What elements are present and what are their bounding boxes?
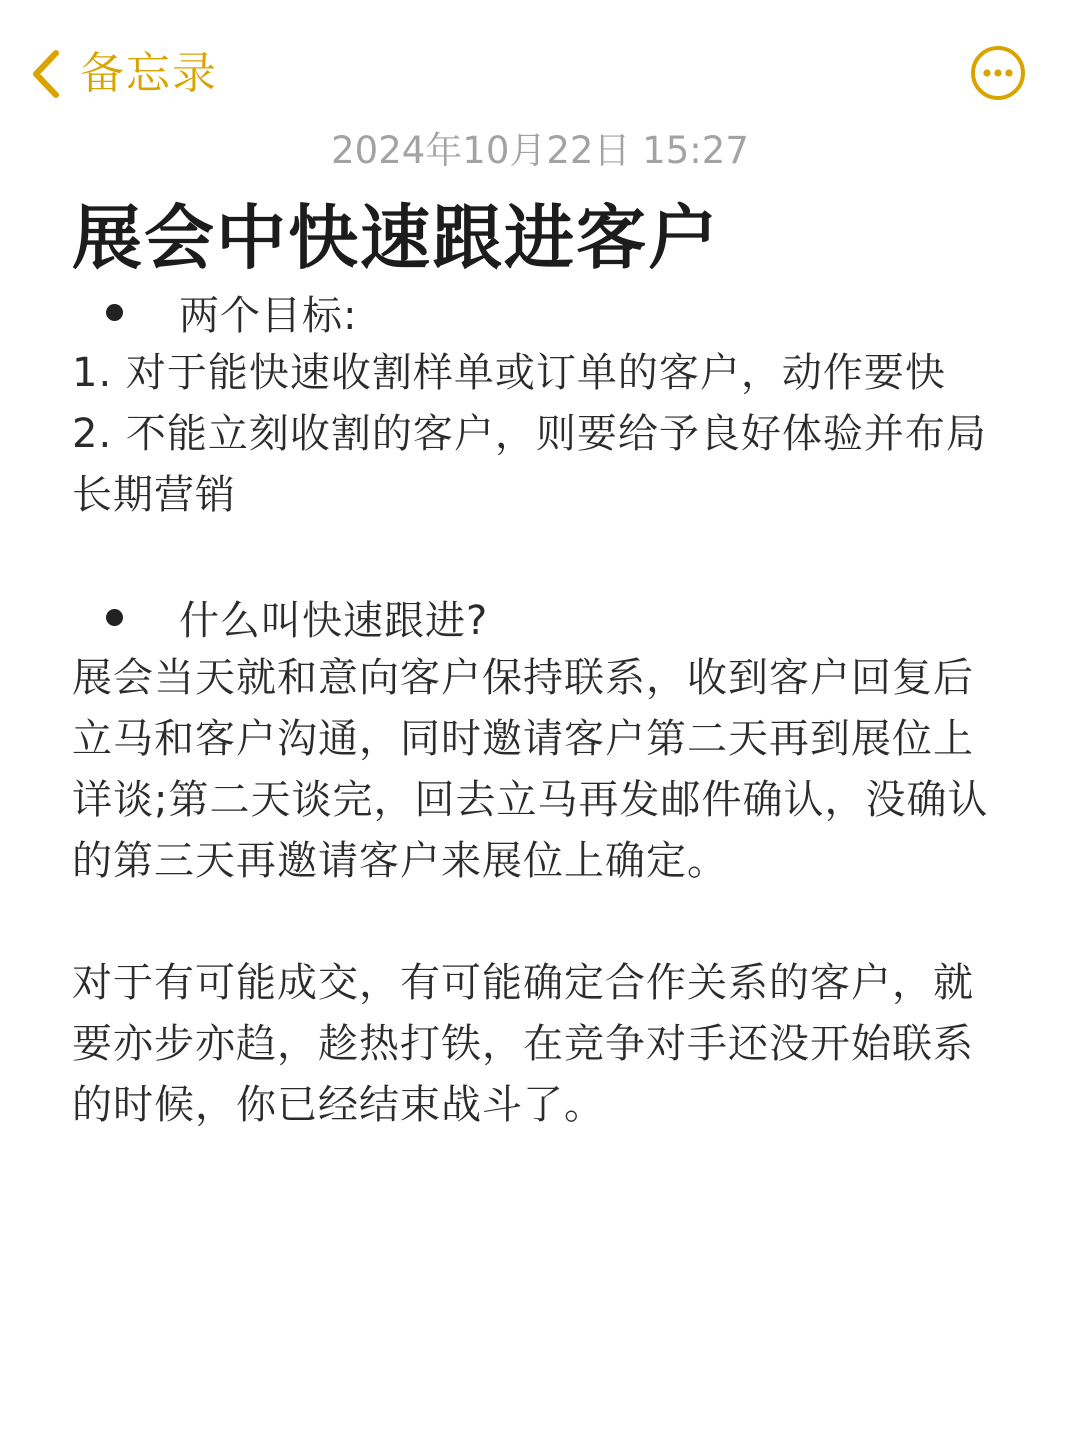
note-title: 展会中快速跟进客户 <box>72 197 720 279</box>
goal-item-1: 1. 对于能快速收割样单或订单的客户，动作要快 <box>72 350 946 396</box>
goal-item-2: 2. 不能立刻收割的客户，则要给予良好体验并布局长期营销 <box>72 411 987 518</box>
bullet-dot <box>106 609 123 626</box>
bullet-item <box>72 282 1002 343</box>
navigation-bar <box>0 0 1080 140</box>
paragraph-follow-up: 展会当天就和意向客户保持联系，收到客户回复后立马和客户沟通，同时邀请客户第二天再到展位上详谈;第二天谈完，回去立马再发邮件确认，没确认的第三天再邀请客户来展位上确定。 <box>72 655 989 884</box>
bullet-text-goals: 两个目标: <box>179 293 358 339</box>
blank-line <box>72 526 1002 587</box>
bullet-item <box>72 587 1002 648</box>
back-button[interactable] <box>30 44 218 104</box>
chevron-left-icon <box>30 49 62 99</box>
more-options-icon <box>970 45 1026 101</box>
note-body[interactable] <box>72 196 1002 1136</box>
bullet-text-question: 什么叫快速跟进? <box>179 598 489 644</box>
blank-line <box>72 892 1002 953</box>
bullet-dot <box>106 304 123 321</box>
more-options-button[interactable] <box>970 45 1026 101</box>
back-label: 备忘录 <box>80 48 218 99</box>
note-timestamp: 2024年10月22日 15:27 <box>331 129 749 172</box>
paragraph-conclusion: 对于有可能成交，有可能确定合作关系的客户，就要亦步亦趋，趁热打铁，在竞争对手还没开始联系的时候，你已经结束战斗了。 <box>72 960 974 1128</box>
